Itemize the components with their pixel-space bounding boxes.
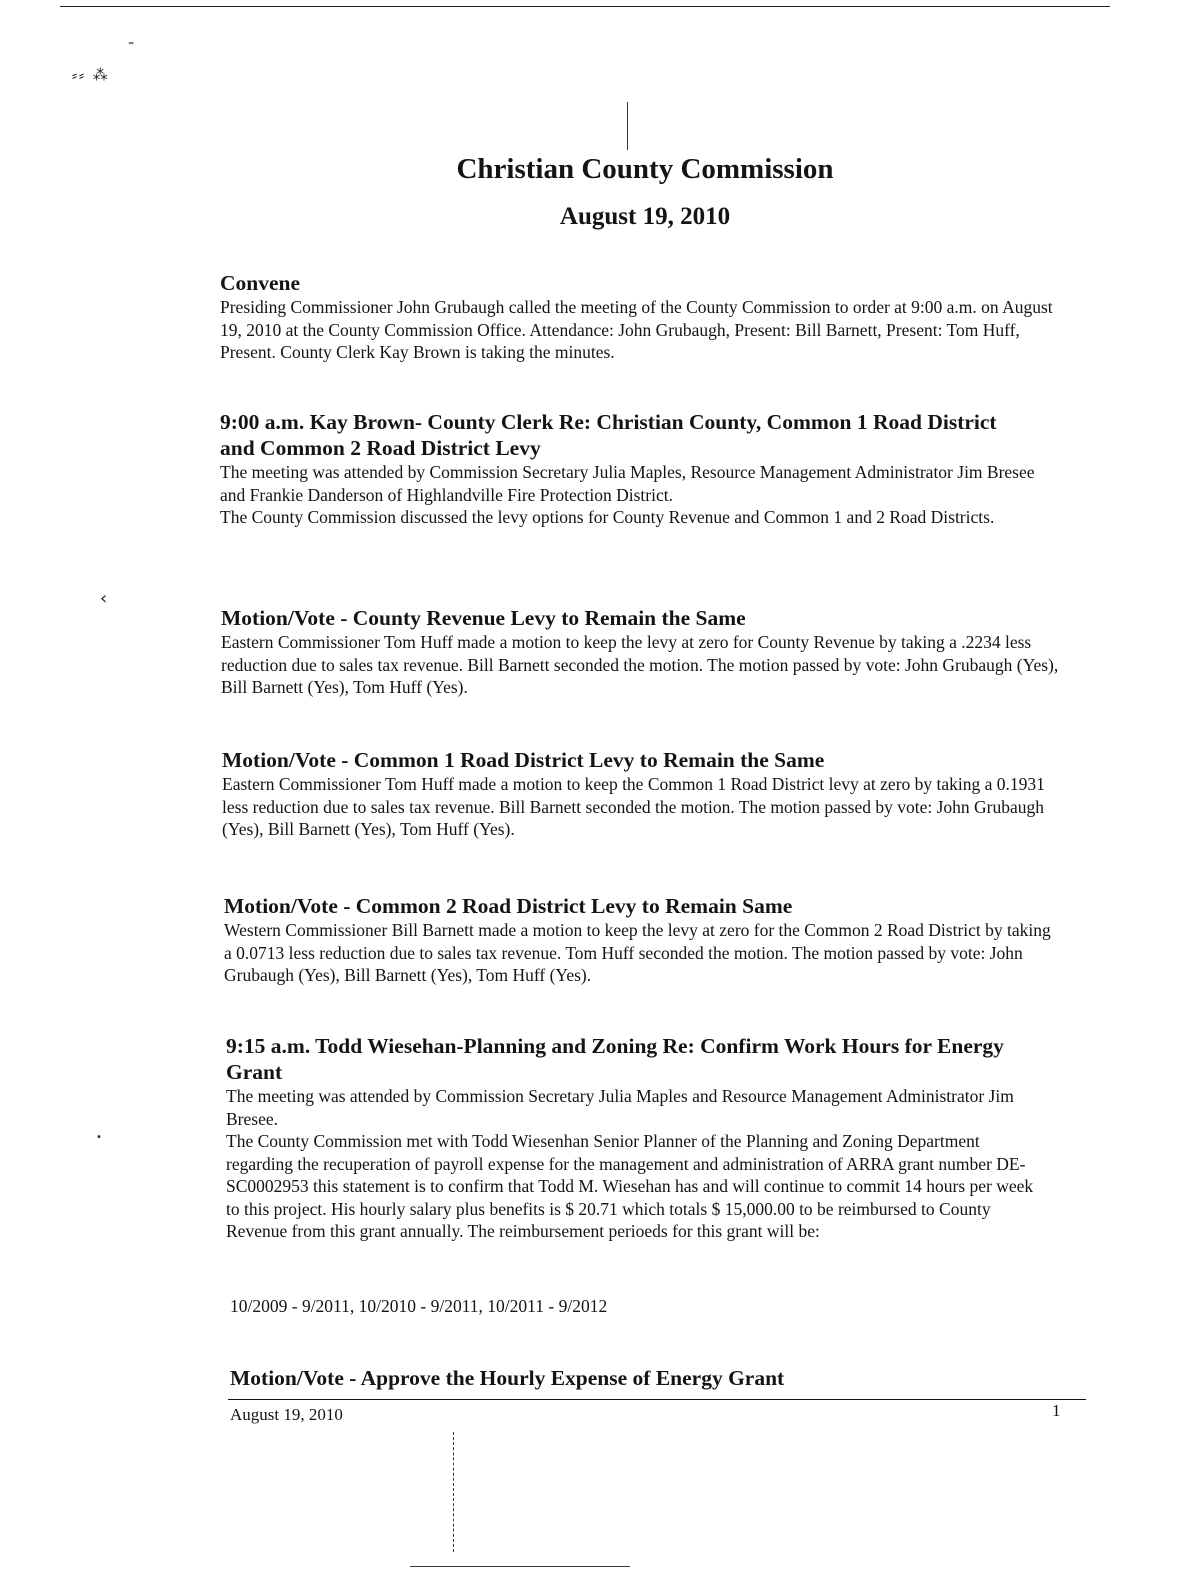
section-paragraph: The meeting was attended by Commission Secretary Julia Maples, Resource Management Administrator Jim Bresee and Frankie Danderson of Highlandville Fire Protection District. bbox=[220, 462, 1035, 505]
reimbursement-periods: 10/2009 - 9/2011, 10/2010 - 9/2011, 10/2011 - 9/2012 bbox=[230, 1296, 608, 1316]
page-number: 1 bbox=[1052, 1401, 1061, 1420]
section-common1-motion bbox=[222, 747, 1052, 841]
section-common2-motion bbox=[224, 893, 1059, 987]
document-title: Christian County Commission bbox=[456, 153, 834, 185]
top-rule bbox=[60, 6, 1110, 7]
footer-date: August 19, 2010 bbox=[230, 1405, 343, 1424]
scan-speck: ‹ bbox=[100, 588, 108, 609]
scan-mark bbox=[627, 102, 628, 150]
scan-speck: ⸗⸗ ⁂ bbox=[72, 66, 110, 84]
section-heading: Convene bbox=[220, 271, 301, 295]
section-heading: Motion/Vote - Approve the Hourly Expense of Energy Grant bbox=[230, 1366, 785, 1390]
document-date: August 19, 2010 bbox=[559, 203, 731, 230]
section-paragraph: Presiding Commissioner John Grubaugh called the meeting of the County Commission to order at 9:00 a.m. on August 19, 2010 at the County Commission Office. Attendance: John Grubaugh, Present: Bill Barnett, Present: Tom Huff, Present. County Clerk Kay Brown is taking the minutes. bbox=[220, 297, 1053, 362]
bottom-rule bbox=[410, 1566, 630, 1567]
section-heading: Motion/Vote - Common 2 Road District Levy to Remain Same bbox=[224, 894, 793, 918]
scan-speck: • bbox=[96, 1132, 102, 1143]
section-convene bbox=[220, 270, 1060, 364]
section-county-revenue-motion bbox=[221, 605, 1061, 699]
section-heading: 9:00 a.m. Kay Brown- County Clerk Re: Christian County, Common 1 Road District and Common 2 Road District Levy bbox=[220, 410, 997, 460]
section-paragraph: Eastern Commissioner Tom Huff made a motion to keep the levy at zero for County Revenue by taking a .2234 less reduction due to sales tax revenue. Bill Barnett seconded the motion. The motion passed by vote: John Grubaugh (Yes), Bill Barnett (Yes), Tom Huff (Yes). bbox=[221, 632, 1059, 697]
section-energy-grant bbox=[226, 1033, 1046, 1243]
section-heading: 9:15 a.m. Todd Wiesehan-Planning and Zoning Re: Confirm Work Hours for Energy Grant bbox=[226, 1034, 1004, 1084]
section-paragraph: Western Commissioner Bill Barnett made a motion to keep the levy at zero for the Common 2 Road District by taking a 0.0713 less reduction due to sales tax revenue. Tom Huff seconded the motion. The motion passed by vote: John Grubaugh (Yes), Bill Barnett (Yes), Tom Huff (Yes). bbox=[224, 920, 1051, 985]
scan-mark bbox=[453, 1432, 454, 1552]
scan-speck: ⁼ bbox=[128, 38, 135, 52]
section-paragraph: Eastern Commissioner Tom Huff made a motion to keep the Common 1 Road District levy at zero by taking a 0.1931 less reduction due to sales tax revenue. Bill Barnett seconded the motion. The motion passed by vote: John Grubaugh (Yes), Bill Barnett (Yes), Tom Huff (Yes). bbox=[222, 774, 1045, 839]
section-paragraph: The meeting was attended by Commission Secretary Julia Maples and Resource Management Administrator Jim Bresee. bbox=[226, 1086, 1014, 1129]
section-heading: Motion/Vote - County Revenue Levy to Remain the Same bbox=[221, 606, 746, 630]
section-levy-discussion bbox=[220, 409, 1060, 529]
section-energy-grant-motion bbox=[230, 1365, 1050, 1391]
section-paragraph: The County Commission met with Todd Wiesenhan Senior Planner of the Planning and Zoning Department regarding the recuperation of payroll expense for the management and administration of ARRA grant number DE-SC0002953 this statement is to confirm that Todd M. Wiesehan has and will continue to commit 14 hours per week to this project. His hourly salary plus benefits is $ 20.71 which totals $ 15,000.00 to be reimbursed to County Revenue from this grant annually. The reimbursement perioeds for this grant will be: bbox=[226, 1131, 1034, 1241]
section-heading: Motion/Vote - Common 1 Road District Levy to Remain the Same bbox=[222, 748, 825, 772]
footer-rule bbox=[228, 1399, 1086, 1400]
section-paragraph: The County Commission discussed the levy options for County Revenue and Common 1 and 2 Road Districts. bbox=[220, 507, 995, 527]
